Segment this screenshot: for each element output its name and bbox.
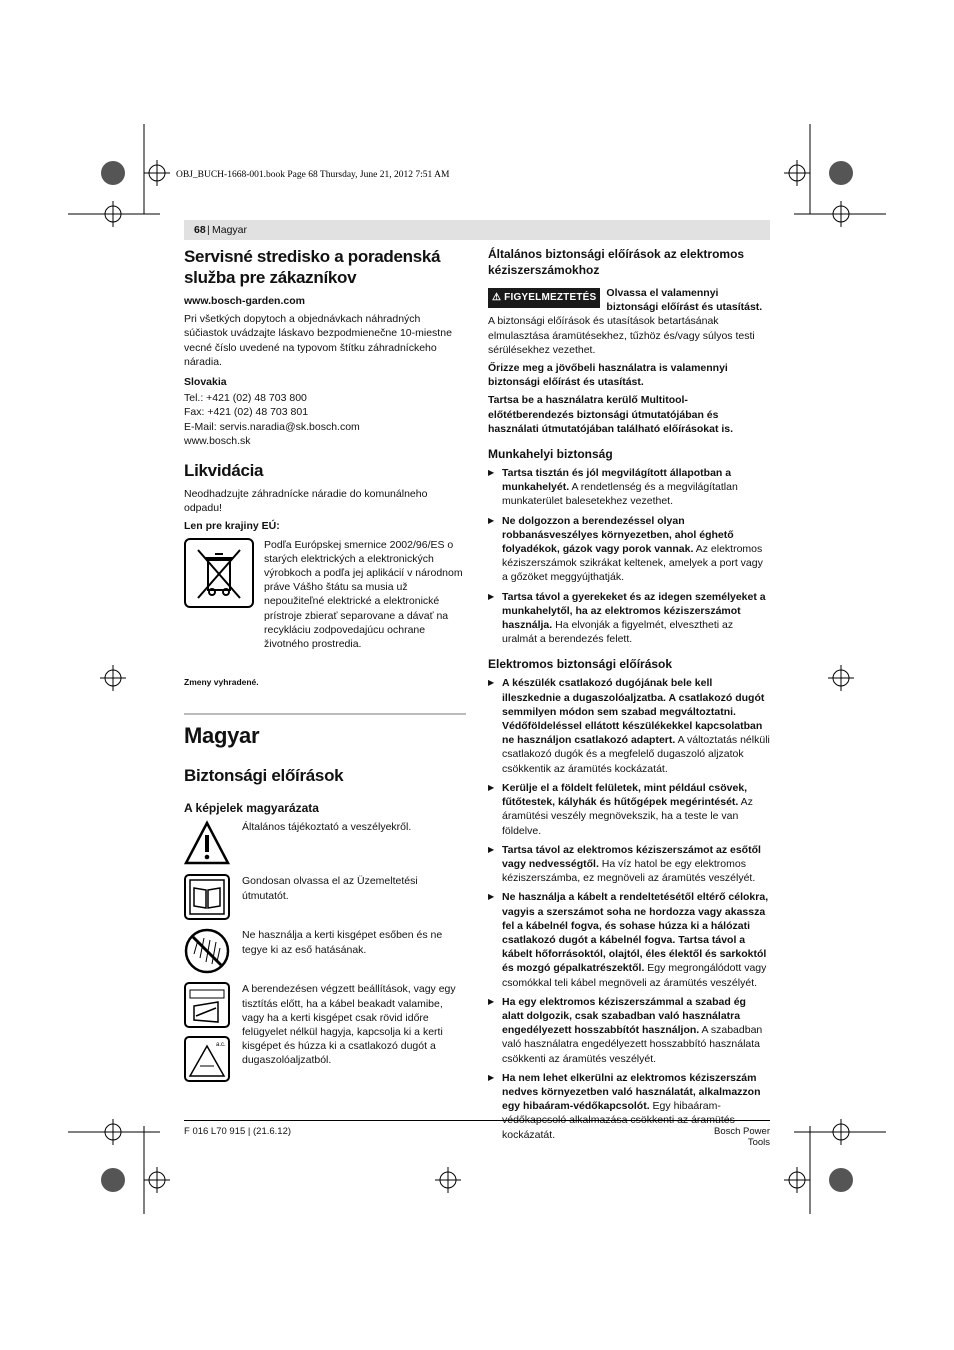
list-item <box>488 590 770 647</box>
footer-doc-number: F 016 L70 915 | (21.6.12) <box>184 1126 292 1137</box>
warning-badge-icon: ⚠ <box>492 292 502 303</box>
warning-text: A biztonsági előírások és utasítások betartásának elmulasztása áramütésekhez, tűzhöz és/vagy súlyos testi sérülésekhez vezethet. <box>488 315 755 356</box>
symbols-heading: A képjelek magyarázata <box>184 801 319 816</box>
warning-triangle-icon <box>184 820 230 866</box>
weee-block <box>184 538 466 652</box>
symbol-text: A berendezésen végzett beállítások, vagy egy tisztítás előtt, ha a kábel beakadt valamibe, vagy ha a kerti kisgépet csak rövid időre felügyelet nélkül hagyja, kapcsolja ki a kerti kisgépet és húzza ki a csatlakozó dugót a dugaszolóaljzatból. <box>242 983 456 1067</box>
list-item <box>488 676 770 775</box>
left-column <box>184 246 466 1090</box>
item-bold: Tartsa tisztán és jól megvilágított állapotban a munkahelyét. <box>502 467 732 494</box>
item-bold: A készülék csatlakozó dugójának bele kell illeszkednie a dugaszolóaljzatba. A csatlakozó dugót semmilyen módon sem szabad megváltoztatni. Védőföldeléssel ellátott készülékekkel kapcsolatban ne használjon csatlakozó adaptert. <box>502 677 765 747</box>
list-item <box>488 781 770 838</box>
workplace-heading: Munkahelyi biztonság <box>488 447 613 462</box>
item-bold: Tartsa távol a gyerekeket és az idegen személyeket a munkahelytől, ha az elektromos kéziszerszámot használja. <box>502 590 766 632</box>
section-divider <box>184 713 466 715</box>
contact-email: E-Mail: servis.naradia@sk.bosch.com <box>184 420 360 433</box>
item-bold: Ne használja a kábelt a rendeltetésétől eltérő célokra, vagyis a szerszámot soha ne hordozza vagy akassza fel a kábelnél fogva, és sohase húzza ki a hálózati csatlakozó dugót a kábelnél fogva. Tartsa távol a kábelt hőforrásoktól, olajtól, éles élektől és sarkoktól és mozgó gépalkatrészektől. <box>502 891 769 975</box>
footer-rule <box>184 1120 770 1121</box>
right-column <box>488 246 770 1147</box>
disposal-heading: Likvidácia <box>184 461 264 481</box>
contact-fax: Fax: +421 (02) 48 703 801 <box>184 406 309 419</box>
item-text: Ha elvonják a figyelmét, elvesztheti az uralmát a berendezés felett. <box>502 619 734 646</box>
symbol-row <box>184 820 466 866</box>
service-url: www.bosch-garden.com <box>184 295 305 307</box>
changes-reserved: Zmeny vyhradené. <box>184 677 259 688</box>
item-text: Egy hibaáram-védőkapcsoló alkalmazása csökkenti az áramütés kockázatát. <box>502 1100 735 1141</box>
service-heading: Servisné stredisko a poradenská služba pre zákazníkov <box>184 247 441 287</box>
warning-badge <box>488 288 600 308</box>
service-text: Pri všetkých dopytoch a objednávkach náhradných súčiastok uvádzajte láskavo bezpodmienečne 10-miestne vecné číslo uvedené na typovom štítku záhradníckeho náradia. <box>184 313 452 368</box>
symbol-row <box>184 874 466 920</box>
crossed-bin-icon <box>184 538 254 608</box>
warning-bold-text: Olvassa el valamennyi biztonsági előírást és utasítást. <box>606 287 763 314</box>
contact-web: www.bosch.sk <box>184 434 251 447</box>
page-number: 68 <box>194 224 206 236</box>
disposal-text: Neodhadzujte záhradnícke náradie do komunálneho odpadu! <box>184 488 428 515</box>
list-item <box>488 466 770 509</box>
item-text: A rendetlenség és a megvilágítatlan munkaterület balesetekhez vezethet. <box>502 481 738 508</box>
symbol-text: Általános tájékoztató a veszélyekről. <box>242 821 412 834</box>
item-bold: Kerülje el a földelt felületek, mint például csövek, fűtőtestek, kályhák és hűtőgépek megérintését. <box>502 781 748 809</box>
list-item <box>488 843 770 886</box>
symbol-row <box>184 928 466 974</box>
safety-heading: Biztonsági előírások <box>184 766 344 786</box>
general-safety-heading: Általános biztonsági előírások az elektromos kéziszerszámokhoz <box>488 247 745 277</box>
symbol-text: Gondosan olvassa el az Üzemeltetési útmutatót. <box>242 875 418 902</box>
contact-tel: Tel.: +421 (02) 48 703 800 <box>184 392 307 405</box>
workplace-list <box>488 466 770 646</box>
header-bar <box>184 220 770 240</box>
list-item <box>488 995 770 1066</box>
footer-brand: Bosch Power Tools <box>714 1126 770 1148</box>
item-bold: Ha egy elektromos kéziszerszámmal a szabad ég alatt dolgozik, csak szabadban való használatra engedélyezett hosszabbítót használjon. <box>502 995 746 1037</box>
country-name: Slovakia <box>184 376 227 389</box>
print-header: OBJ_BUCH-1668-001.book Page 68 Thursday, June 21, 2012 7:51 AM <box>176 170 450 180</box>
keep-instructions: Őrizze meg a jövőbeli használatra is valamennyi biztonsági előírást és utasítást. <box>488 362 728 389</box>
page-language: Magyar <box>212 224 248 236</box>
no-rain-icon <box>184 928 230 974</box>
warning-badge-text: FIGYELMEZTETÉS <box>504 292 597 303</box>
item-text: Az elektromos kéziszerszámok szikrákat keltenek, amelyek a port vagy a gőzöket meggyújthatják. <box>502 543 763 584</box>
weee-text: Podľa Európskej smernice 2002/96/ES o starých elektrických a elektronických výrobkoch a podľa jej aplikácií v národnom práve Vášho štátu sa musia už nepoužiteľné elektrické a elektronické prístroje zbierať separovane a dávať na recykláciu zodpovedajúcu ochrane životného prostredia. <box>264 538 463 651</box>
list-item <box>488 890 770 989</box>
ac-label: a.c. <box>216 1042 226 1049</box>
unplug-icon <box>184 982 230 1028</box>
item-text: A szabadban való használatra engedélyezett hosszabbító használata csökkenti az áramütés veszélyét. <box>502 1024 763 1065</box>
list-item <box>488 514 770 585</box>
magyar-heading: Magyar <box>184 723 260 749</box>
warning-block <box>488 286 770 357</box>
multitool-note: Tartsa be a használatra kerülő Multitool-előtétberendezés biztonsági útmutatójában és használati útmutatójában található előírásokat is. <box>488 394 734 435</box>
item-text: Az áramütési veszély megnövekszik, ha a teste le van földelve. <box>502 796 753 837</box>
symbol-row <box>184 982 466 1082</box>
item-bold: Ne dolgozzon a berendezéssel olyan robbanásveszélyes környezetben, ahol éghető folyadékok, gázok vagy porok vannak. <box>502 514 734 556</box>
item-bold: Ha nem lehet elkerülni az elektromos kéziszerszám nedves környezetben való használatát, alkalmazzon egy hibaáram-védőkapcsolót. <box>502 1071 761 1113</box>
item-text: Ha víz hatol be egy elektromos kéziszerszámba, ez megnöveli az áramütés veszélyét. <box>502 857 756 885</box>
header-separator: | <box>207 224 210 236</box>
damaged-cable-icon <box>184 1036 230 1082</box>
symbol-text: Ne használja a kerti kisgépet esőben és ne tegye ki az eső hatásának. <box>242 929 443 956</box>
electrical-list <box>488 676 770 1141</box>
item-bold: Tartsa távol az elektromos kéziszerszámot az esőtől vagy nedvességtől. <box>502 843 761 870</box>
eu-only-label: Len pre krajiny EÚ: <box>184 520 280 533</box>
manual-book-icon <box>184 874 230 920</box>
item-text: Egy megrongálódott vagy csomókkal teli kábel megnöveli az áramütés veszélyét. <box>502 962 767 989</box>
electrical-heading: Elektromos biztonsági előírások <box>488 657 673 672</box>
item-text: A változtatás nélküli csatlakozó dugók és a megfelelő dugaszoló aljzatok csökkentik az áramütés kockázatát. <box>502 734 770 775</box>
